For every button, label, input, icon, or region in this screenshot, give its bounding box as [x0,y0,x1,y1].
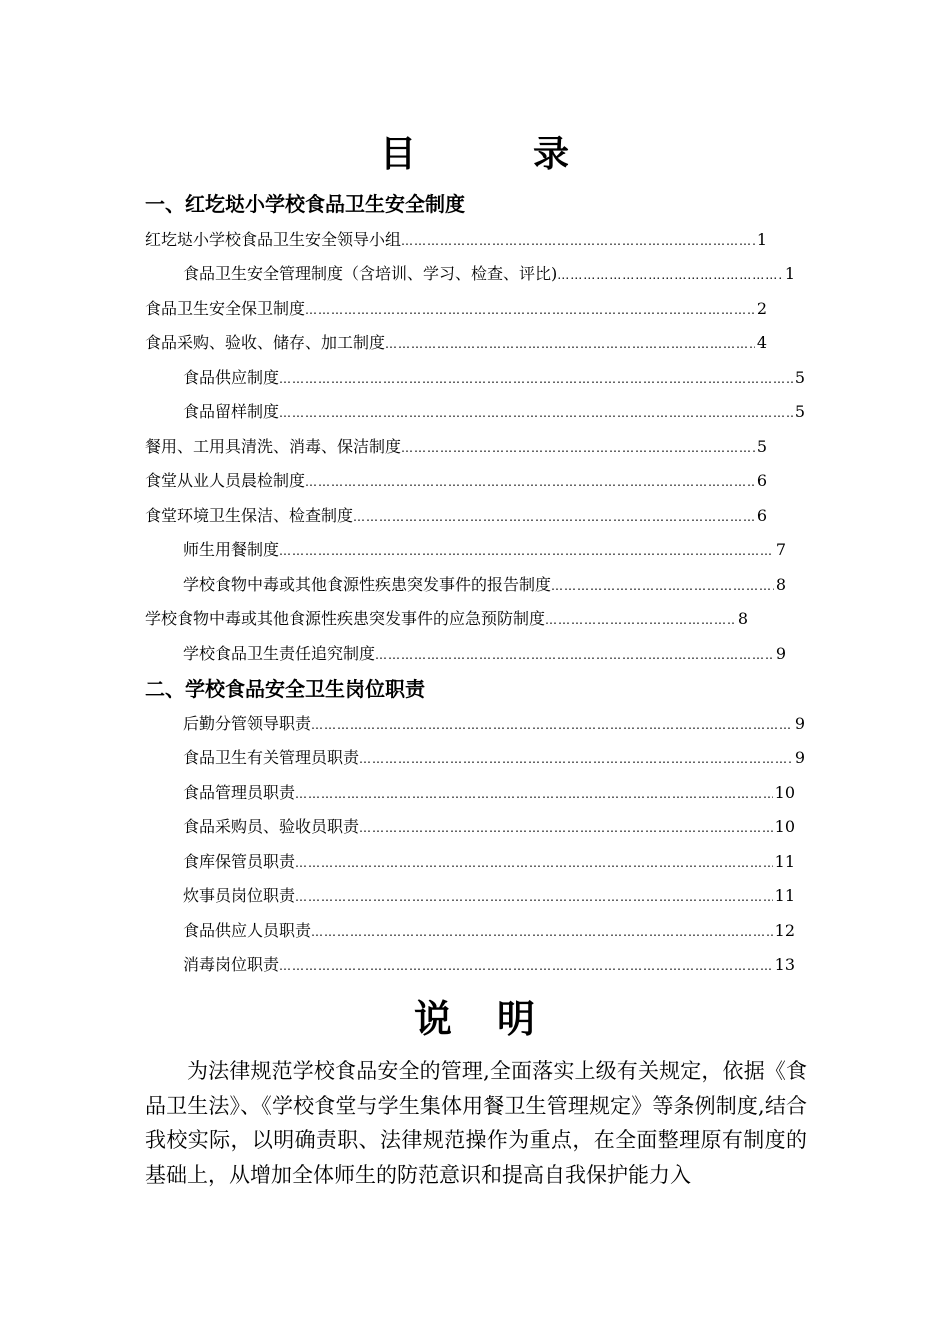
toc-entry-title: 食堂环境卫生保洁、检查制度 [145,506,354,525]
toc-leader-dots [557,261,783,289]
explanation-title-char-2: 明 [497,997,536,1041]
toc-entry[interactable] [183,917,795,945]
toc-entry[interactable] [145,467,767,495]
toc-entry-title: 餐用、工用具清洗、消毒、保洁制度 [145,437,402,456]
toc-entry-page: 10 [774,817,795,836]
toc-leader-dots [279,952,773,980]
toc-title [0,126,950,176]
toc-entry-title: 师生用餐制度 [183,540,280,559]
toc-entry[interactable] [183,536,786,564]
toc-entry[interactable] [183,779,795,807]
toc-entry-title: 食品留样制度 [183,402,280,421]
toc-entry-title: 红圪垯小学校食品卫生安全领导小组 [145,230,402,249]
toc-entry-page: 8 [775,575,786,594]
explanation-title-char-1: 说 [414,997,453,1041]
toc-entry-title: 食品供应人员职责 [183,921,312,940]
toc-leader-dots [305,468,755,496]
toc-entry[interactable] [183,744,805,772]
toc-entry[interactable] [183,710,805,738]
toc-leader-dots [295,780,773,808]
toc-entry-page: 11 [774,852,795,871]
toc-leader-dots [279,399,793,427]
toc-entry-title: 学校食品卫生责任追究制度 [183,644,376,663]
toc-entry-page: 5 [756,437,767,456]
toc-entry-page: 5 [794,402,805,421]
toc-leader-dots [359,745,793,773]
toc-leader-dots [359,814,773,842]
explanation-paragraph: 为法律规范学校食品安全的管理,全面落实上级有关规定，依据《食品卫生法》、《学校食堂与学生集体用餐卫生管理规定》等条例制度,结合我校实际，以明确责职、法律规范操作为重点，在全面整理原有制度的基础上，从增加全体师生的防范意识和提高自我保护能力入 [145,1059,807,1187]
toc-entry[interactable] [183,364,805,392]
toc-leader-dots [401,434,755,462]
toc-section-heading-2: 二、学校食品安全卫生岗位职责 [145,677,425,701]
toc-entry-page: 11 [774,886,795,905]
toc-entry[interactable] [183,813,795,841]
toc-entry-page: 9 [794,748,805,767]
toc-leader-dots [375,641,774,669]
toc-entry-title: 食库保管员职责 [183,852,296,871]
toc-entry-title: 食品管理员职责 [183,783,296,802]
toc-section-heading-1: 一、红圪垯小学校食品卫生安全制度 [145,192,465,216]
toc-leader-dots [545,606,736,634]
toc-entry-page: 4 [756,333,767,352]
toc-entry-title: 学校食物中毒或其他食源性疾患突发事件的应急预防制度 [145,609,546,628]
toc-entry-title: 食品卫生有关管理员职责 [183,748,360,767]
toc-entry-title: 食品卫生安全管理制度（含培训、学习、检查、评比) [183,264,558,283]
toc-entry[interactable] [145,605,748,633]
toc-entry[interactable] [145,226,767,254]
toc-entry-page: 1 [756,230,767,249]
toc-entry[interactable] [183,640,786,668]
toc-leader-dots [305,296,755,324]
toc-entry-page: 9 [775,644,786,663]
toc-title-char-1: 目 [380,134,417,175]
toc-title-char-2: 录 [533,134,570,175]
toc-entry-title: 食品采购员、验收员职责 [183,817,360,836]
toc-leader-dots [295,883,773,911]
toc-entry[interactable] [183,260,795,288]
toc-leader-dots [385,330,755,358]
toc-entry[interactable] [183,882,795,910]
toc-entry-title: 食品采购、验收、储存、加工制度 [145,333,386,352]
toc-entry-title: 食堂从业人员晨检制度 [145,471,306,490]
toc-entry-title: 食品供应制度 [183,368,280,387]
toc-entry-page: 6 [756,471,767,490]
toc-entry-title: 学校食物中毒或其他食源性疾患突发事件的报告制度 [183,575,552,594]
toc-leader-dots [401,227,755,255]
toc-entry-page: 9 [794,714,805,733]
toc-entry[interactable] [183,398,805,426]
toc-entry-page: 10 [774,783,795,802]
toc-leader-dots [311,711,793,739]
toc-entry[interactable] [145,502,767,530]
toc-entry-page: 7 [775,540,786,559]
toc-entry-page: 8 [737,609,748,628]
toc-entry-page: 5 [794,368,805,387]
toc-entry-title: 后勤分管领导职责 [183,714,312,733]
toc-entry-page: 6 [756,506,767,525]
toc-entry-page: 1 [784,264,795,283]
toc-leader-dots [353,503,755,531]
toc-entry[interactable] [145,295,767,323]
toc-leader-dots [279,537,774,565]
toc-entry[interactable] [183,951,795,979]
toc-leader-dots [311,918,773,946]
toc-leader-dots [551,572,774,600]
toc-entry-page: 13 [774,955,795,974]
toc-entry[interactable] [183,848,795,876]
toc-leader-dots [295,849,773,877]
toc-entry-title: 消毒岗位职责 [183,955,280,974]
toc-entry-title: 炊事员岗位职责 [183,886,296,905]
toc-entry-page: 2 [756,299,767,318]
toc-entry-page: 12 [774,921,795,940]
explanation-title [0,988,950,1040]
toc-entry-title: 食品卫生安全保卫制度 [145,299,306,318]
toc-leader-dots [279,365,793,393]
toc-entry[interactable] [183,571,786,599]
toc-entry[interactable] [145,329,767,357]
toc-entry[interactable] [145,433,767,461]
